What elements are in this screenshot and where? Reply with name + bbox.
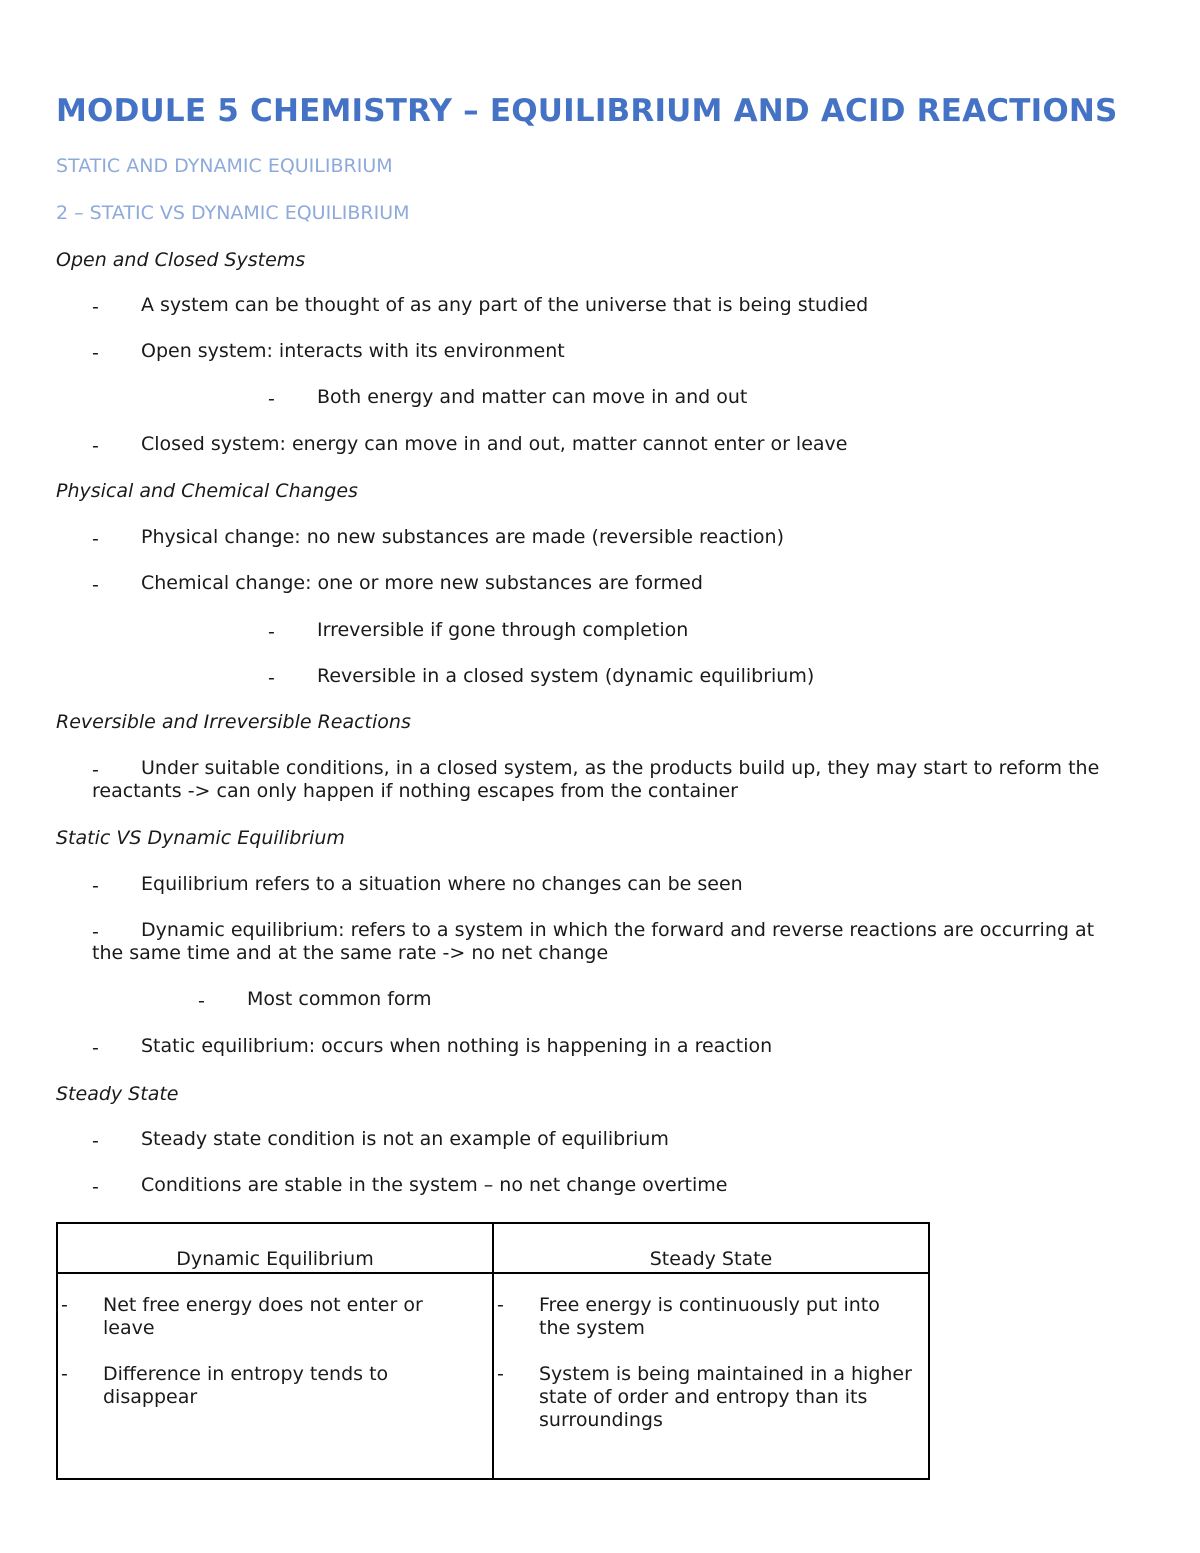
list-item: A system can be thought of as any part of the universe that is being studied [141,294,869,316]
bullet-dash: - [497,1363,504,1385]
bullet-dash: - [268,388,275,410]
list-item: Open system: interacts with its environment [141,340,565,362]
list-item-continuation: reactants -> can only happen if nothing escapes from the container [92,780,738,802]
table-header-dynamic-equilibrium: Dynamic Equilibrium [57,1223,493,1273]
bullet-dash: - [61,1294,68,1316]
table-header-steady-state: Steady State [493,1223,929,1273]
list-item: Most common form [247,988,432,1010]
list-item: Reversible in a closed system (dynamic equilibrium) [317,665,815,687]
list-item: Equilibrium refers to a situation where no changes can be seen [141,873,743,895]
list-item: Physical change: no new substances are made (reversible reaction) [141,526,784,548]
bullet-dash: - [92,1037,99,1059]
cell-text: Net free energy does not enter or leave [103,1294,423,1339]
list-item [497,1363,916,1432]
bullet-dash: - [92,921,99,943]
heading-reversible: Reversible and Irreversible Reactions [56,711,411,733]
document-title: MODULE 5 CHEMISTRY – EQUILIBRIUM AND ACID REACTIONS [56,93,1118,129]
comparison-table [56,1222,930,1480]
bullet-dash: - [92,435,99,457]
cell-text: Difference in entropy tends to disappear [103,1363,389,1408]
bullet-dash: - [268,667,275,689]
bullet-dash: - [92,1176,99,1198]
cell-text: Free energy is continuously put into the system [539,1294,880,1339]
list-item: Chemical change: one or more new substances are formed [141,572,703,594]
list-item: Both energy and matter can move in and out [317,386,748,408]
bullet-dash: - [497,1294,504,1316]
list-item: Static equilibrium: occurs when nothing is happening in a reaction [141,1035,773,1057]
list-item: Steady state condition is not an example of equilibrium [141,1128,669,1150]
list-item [61,1363,480,1409]
table-row [57,1273,929,1479]
list-item: Irreversible if gone through completion [317,619,689,641]
subsection-heading: 2 – STATIC VS DYNAMIC EQUILIBRIUM [56,202,410,224]
bullet-dash: - [92,296,99,318]
list-item-continuation: the same time and at the same rate -> no net change [92,942,609,964]
list-item [61,1294,480,1340]
list-item: Dynamic equilibrium: refers to a system in which the forward and reverse reactions are occurring at [141,919,1095,941]
heading-open-closed: Open and Closed Systems [56,249,306,271]
bullet-dash: - [198,990,205,1012]
heading-static-dynamic: Static VS Dynamic Equilibrium [56,827,345,849]
bullet-dash: - [92,875,99,897]
table-cell-dynamic-equilibrium [57,1273,493,1479]
list-item [497,1294,916,1340]
bullet-dash: - [92,574,99,596]
heading-physical-chemical: Physical and Chemical Changes [56,480,358,502]
bullet-dash: - [92,528,99,550]
list-item: Under suitable conditions, in a closed system, as the products build up, they may start to reform the [141,757,1100,779]
table-header-row [57,1223,929,1273]
bullet-dash: - [268,621,275,643]
cell-text: System is being maintained in a higher state of order and entropy than its surroundings [539,1363,912,1431]
bullet-dash: - [61,1363,68,1385]
bullet-dash: - [92,342,99,364]
bullet-dash: - [92,759,99,781]
list-item: Conditions are stable in the system – no net change overtime [141,1174,728,1196]
list-item: Closed system: energy can move in and out, matter cannot enter or leave [141,433,848,455]
section-heading: STATIC AND DYNAMIC EQUILIBRIUM [56,155,393,177]
heading-steady-state: Steady State [56,1083,179,1105]
bullet-dash: - [92,1130,99,1152]
table-cell-steady-state [493,1273,929,1479]
